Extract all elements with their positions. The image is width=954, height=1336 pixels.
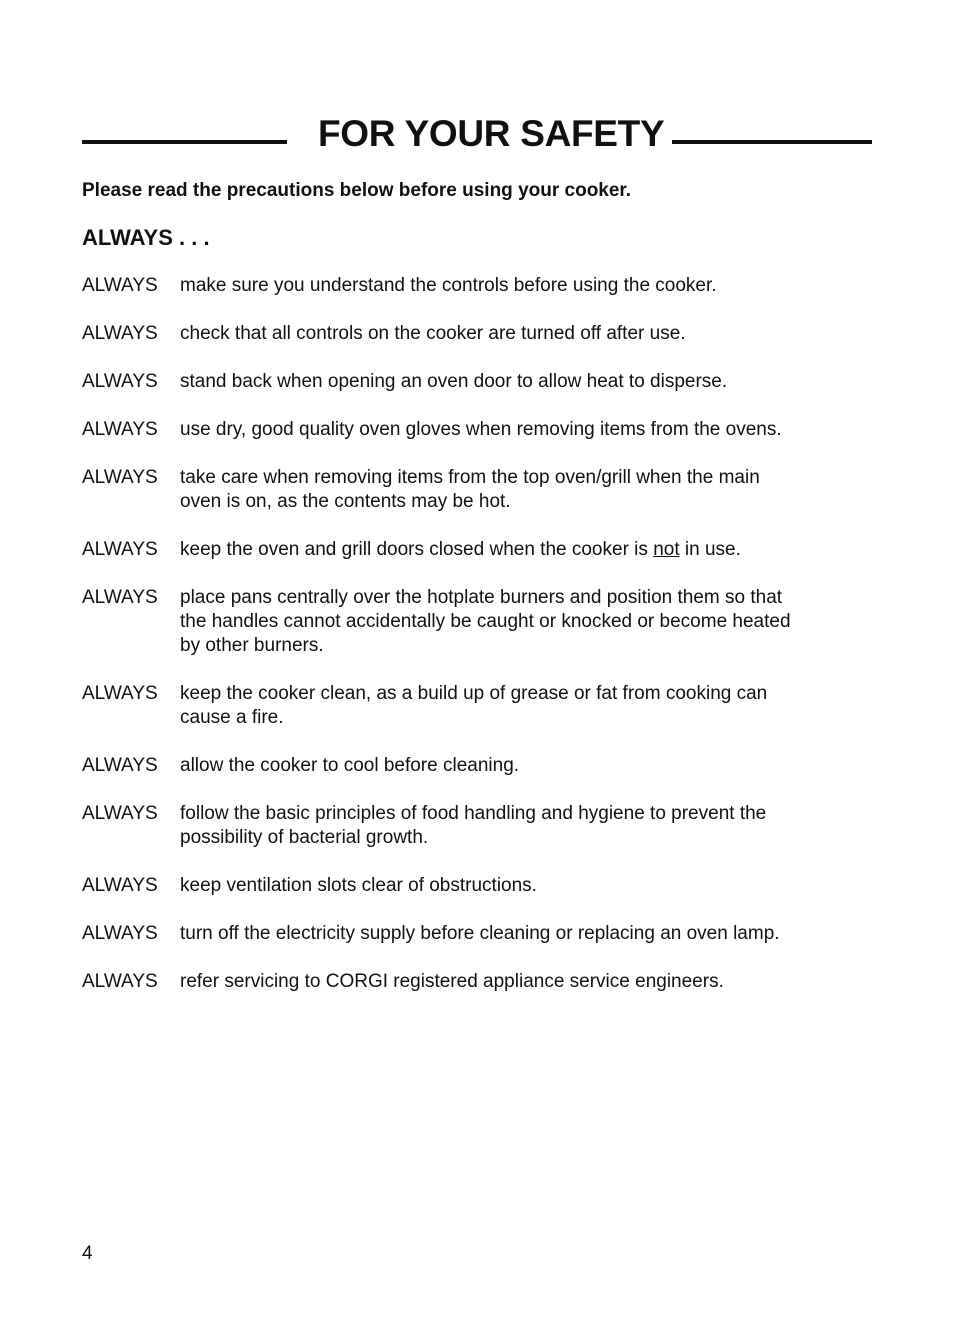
rule-item [82, 538, 872, 562]
rule-item [82, 322, 872, 346]
rule-item [82, 586, 872, 658]
rule-text: refer servicing to CORGI registered appliance service engineers. [180, 971, 724, 992]
title-rule-right [672, 140, 872, 144]
rule-text: check that all controls on the cooker are turned off after use. [180, 323, 686, 344]
rule-item [82, 922, 872, 946]
rule-text: make sure you understand the controls before using the cooker. [180, 275, 717, 296]
rule-item [82, 274, 872, 298]
rule-item [82, 802, 872, 850]
rule-text: allow the cooker to cool before cleaning. [180, 755, 520, 776]
rule-label: ALWAYS [82, 323, 158, 344]
rule-label: ALWAYS [82, 971, 158, 992]
rule-text-after: in use. [679, 539, 741, 560]
rule-item [82, 874, 872, 898]
section-heading: ALWAYS . . . [82, 225, 210, 250]
rule-label: ALWAYS [82, 275, 158, 296]
rule-text: use dry, good quality oven gloves when removing items from the ovens. [180, 419, 782, 440]
rule-label: ALWAYS [82, 803, 158, 824]
rule-label: ALWAYS [82, 419, 158, 440]
rule-label: ALWAYS [82, 371, 158, 392]
rule-item [82, 370, 872, 394]
rule-text-before: keep the oven and grill doors closed when the cooker is [180, 539, 654, 560]
rule-text: follow the basic principles of food handling and hygiene to prevent the possibility of bacterial growth. [180, 803, 767, 848]
rule-label: ALWAYS [82, 587, 158, 608]
rules-list [82, 274, 872, 1018]
intro-text: Please read the precautions below before using your cooker. [82, 180, 632, 201]
rule-label: ALWAYS [82, 755, 158, 776]
page-number: 4 [82, 1243, 93, 1264]
rule-text: keep ventilation slots clear of obstructions. [180, 875, 537, 896]
rule-item [82, 754, 872, 778]
rule-text: stand back when opening an oven door to allow heat to disperse. [180, 371, 728, 392]
rule-label: ALWAYS [82, 467, 158, 488]
rule-item [82, 682, 872, 730]
rule-text: keep the cooker clean, as a build up of grease or fat from cooking can cause a fire. [180, 683, 768, 728]
title-rule-left [82, 140, 287, 144]
rule-label: ALWAYS [82, 923, 158, 944]
rule-text: take care when removing items from the top oven/grill when the main oven is on, as the contents may be hot. [180, 467, 760, 512]
rule-label: ALWAYS [82, 683, 158, 704]
rule-text: turn off the electricity supply before cleaning or replacing an oven lamp. [180, 923, 780, 944]
rule-text [180, 538, 872, 562]
title-row [82, 108, 872, 160]
underlined-emphasis: not [653, 539, 680, 560]
rule-item [82, 970, 872, 994]
page-title: FOR YOUR SAFETY [318, 113, 665, 154]
rule-label: ALWAYS [82, 875, 158, 896]
rule-item [82, 466, 872, 514]
rule-item [82, 418, 872, 442]
rule-text: place pans centrally over the hotplate burners and position them so that the handles cannot accidentally be caught or knocked or become heated by other burners. [180, 587, 791, 656]
rule-label: ALWAYS [82, 539, 158, 560]
